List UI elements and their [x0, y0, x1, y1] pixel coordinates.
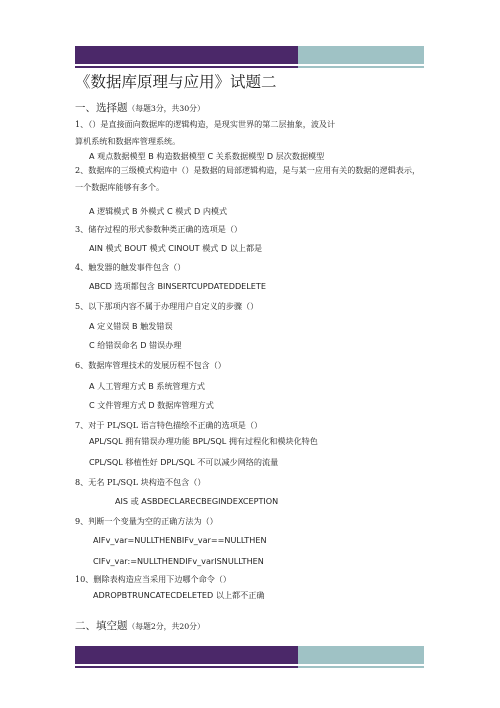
header-rule — [75, 66, 424, 68]
question-9-option-ab: AIFv_var=NULLTHENBIFv_var==NULLTHEN — [93, 535, 267, 545]
question-8: 8、无名 PL/SQL 块构造不包含（） — [75, 477, 206, 487]
question-10: 10、删除表构造应当采用下边哪个命令（） — [75, 574, 231, 584]
footer-bar-teal — [298, 646, 424, 664]
question-4: 4、触发器的触发事件包含（） — [75, 262, 186, 272]
question-6-option-c: C 文件管理方式 D 数据库管理方式 — [89, 400, 214, 410]
question-7: 7、对于 PL/SQL 语言特色描绘不正确的选项是（） — [75, 420, 263, 430]
question-6: 6、数据库管理技术的发展历程不包含（） — [75, 360, 226, 370]
footer-bar-purple — [75, 646, 298, 664]
question-9-option-cd: CIFv_var:=NULLTHENDIFv_varISNULLTHEN — [93, 556, 264, 566]
question-3-options: AIN 模式 BOUT 模式 CINOUT 模式 D 以上都是 — [89, 243, 263, 253]
question-6-option-a: A 人工管理方式 B 系统管理方式 — [89, 381, 205, 391]
question-10-options: ADROPBTRUNCATECDELETED 以上都不正确 — [93, 590, 265, 600]
question-5-option-a: A 定义错误 B 触发错误 — [89, 321, 173, 331]
header-bar-teal — [298, 46, 424, 64]
question-8-options: AIS 或 ASBDECLARECBEGINDEXCEPTION — [115, 496, 279, 506]
footer-rule — [75, 666, 424, 668]
section-choice-heading — [75, 100, 205, 115]
section-choice-label: 一、选择题 — [75, 102, 128, 114]
footer-bar — [75, 646, 424, 664]
question-3: 3、储存过程的形式参数种类正确的选项是（） — [75, 224, 243, 234]
question-1-options: A 观点数据模型 B 构造数据模型 C 关系数据模型 D 层次数据模型 — [89, 151, 325, 161]
page-title: 《数据库原理与应用》试题二 — [75, 73, 277, 91]
question-7-option-ab: APL/SQL 拥有错误办理功能 BPL/SQL 拥有过程化和模块化特色 — [89, 436, 318, 446]
question-5-option-c: C 给错误命名 D 错误办理 — [89, 340, 182, 350]
question-5: 5、以下那项内容不属于办理用户自定义的步骤（） — [75, 301, 259, 311]
section-fill-note: （每题2分，共20分） — [127, 622, 205, 631]
question-1: 1、（）是直接面向数据库的逻辑构造，是现实世界的第二层抽象，波及计算机系统和数据库管理系统。 — [75, 119, 336, 146]
section-fill-heading — [75, 618, 205, 633]
question-7-option-cd: CPL/SQL 移植性好 DPL/SQL 不可以减少网络的流量 — [89, 457, 279, 467]
question-2-options: A 逻辑模式 B 外模式 C 模式 D 内模式 — [89, 206, 228, 216]
question-9: 9、判断一个变量为空的正确方法为（） — [75, 516, 218, 526]
section-fill-label: 二、填空题 — [75, 620, 128, 632]
section-choice-note: （每题3分，共30分） — [127, 104, 205, 113]
question-4-options: ABCD 选项都包含 BINSERTCUPDATEDDELETE — [89, 281, 266, 291]
header-bar — [75, 46, 424, 64]
header-bar-purple — [75, 46, 298, 64]
question-2: 2、数据库的三级模式构造中（）是数据的局部逻辑构造，是与某一应用有关的数据的逻辑表示，一个数据库能够有多个。 — [75, 165, 421, 192]
